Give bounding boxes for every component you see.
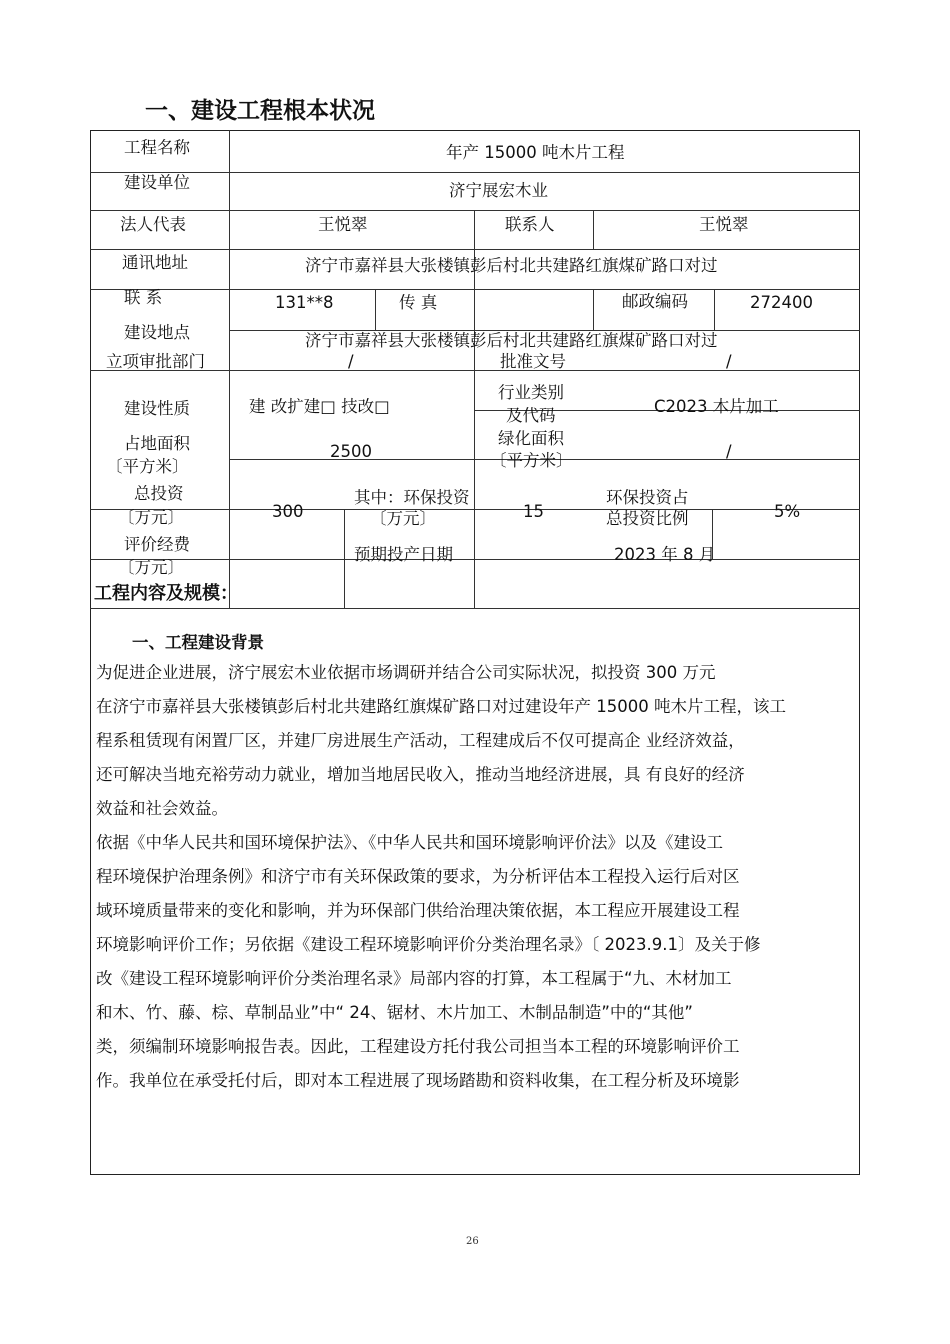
legal-rep-value: 王悦翠 xyxy=(318,215,368,234)
paragraph-line: 在济宁市嘉祥县大张楼镇彭后村北共建路红旗煤矿路口对过建设年产 15000 吨木片工程，该工 xyxy=(96,697,786,716)
area-label-2: 〔平方米〕 xyxy=(106,457,189,476)
green-label: 绿化面积 xyxy=(498,429,564,448)
env-invest-label: 其中：环保投资 xyxy=(354,488,470,507)
green-value: / xyxy=(726,442,732,461)
env-ratio-value: 5% xyxy=(774,502,801,521)
paragraph-line: 还可解决当地充裕劳动力就业，增加当地居民收入，推动当地经济进展，具 有良好的经济 xyxy=(96,765,745,784)
approval-no-value: / xyxy=(726,352,732,371)
page-number: 26 xyxy=(466,1236,479,1247)
paragraph-line: 为促进企业进展，济宁展宏木业依据市场调研并结合公司实际状况，拟投资 300 万元 xyxy=(96,663,716,682)
postcode-label: 邮政编码 xyxy=(622,292,688,311)
env-invest-label-2: 〔万元〕 xyxy=(370,509,436,528)
nature-value: 建 改扩建□ 技改□ xyxy=(249,397,390,416)
area-value: 2500 xyxy=(330,442,372,461)
postcode-value: 272400 xyxy=(750,293,813,312)
legal-rep-label: 法人代表 xyxy=(120,215,186,234)
sub-heading: 一、工程建设背景 xyxy=(132,633,264,652)
eval-fee-label: 评价经费 xyxy=(124,535,190,554)
section-title: 工程内容及规模： xyxy=(94,583,238,604)
site-label: 建设地点 xyxy=(124,323,190,342)
table-rule xyxy=(344,509,345,609)
industry-label: 行业类别 xyxy=(498,383,564,402)
approval-dept-value: / xyxy=(348,352,354,371)
green-label-2: 〔平方米〕 xyxy=(490,451,573,470)
page-title: 一、建设工程根本状况 xyxy=(145,98,375,124)
area-label: 占地面积 xyxy=(124,434,190,453)
address-value: 济宁市嘉祥县大张楼镇彭后村北共建路红旗煤矿路口对过 xyxy=(305,256,718,275)
builder-label: 建设单位 xyxy=(124,173,190,192)
paragraph-line: 类，须编制环境影响报告表。因此，工程建设方托付我公司担当本工程的环境影响评价工 xyxy=(96,1037,740,1056)
production-date-value: 2023 年 8 月 xyxy=(614,545,716,564)
table-rule xyxy=(593,210,594,250)
table-rule xyxy=(90,210,860,211)
table-rule xyxy=(90,559,860,560)
fax-label: 传 真 xyxy=(399,293,438,312)
paragraph-line: 改《建设工程环境影响评价分类治理名录》局部内容的打算，本工程属于“九、木材加工 xyxy=(96,969,732,988)
table-rule xyxy=(90,509,860,510)
paragraph-line: 和木、竹、藤、棕、草制品业”中“ 24、锯材、木片加工、木制品制造”中的“其他” xyxy=(96,1003,693,1022)
production-date-label: 预期投产日期 xyxy=(354,545,453,564)
contact-value: 王悦翠 xyxy=(699,215,749,234)
builder-value: 济宁展宏木业 xyxy=(449,181,548,200)
table-rule xyxy=(90,172,860,173)
table-rule xyxy=(593,289,594,330)
phone-value: 131**8 xyxy=(275,293,334,312)
table-rule xyxy=(90,249,860,250)
paragraph-line: 程系租赁现有闲置厂区，并建厂房进展生产活动，工程建成后不仅可提高企 业经济效益， xyxy=(96,731,745,750)
phone-label: 联 系 xyxy=(124,288,163,307)
env-ratio-label: 环保投资占 xyxy=(606,488,689,507)
invest-label-2: 〔万元〕 xyxy=(118,508,184,527)
env-ratio-label-2: 总投资比例 xyxy=(606,509,689,528)
project-name-label: 工程名称 xyxy=(124,138,190,157)
table-rule xyxy=(714,289,715,330)
approval-dept-label: 立项审批部门 xyxy=(106,352,205,371)
table-rule xyxy=(90,370,860,371)
invest-label: 总投资 xyxy=(134,484,184,503)
paragraph-line: 域环境质量带来的变化和影响，并为环保部门供给治理决策依据，本工程应开展建设工程 xyxy=(96,901,740,920)
address-label: 通讯地址 xyxy=(122,253,188,272)
industry-label-2: 及代码 xyxy=(506,406,556,425)
paragraph-line: 环境影响评价工作；另依据《建设工程环境影响评价分类治理名录》〔 2023.9.1〕及关于修 xyxy=(96,935,761,954)
paragraph-line: 程环境保护治理条例》和济宁市有关环保政策的要求，为分析评估本工程投入运行后对区 xyxy=(96,867,740,886)
table-rule xyxy=(90,608,860,609)
approval-no-label: 批准文号 xyxy=(500,352,566,371)
eval-fee-label-2: 〔万元〕 xyxy=(118,558,184,577)
table-rule xyxy=(375,289,376,330)
project-name-value: 年产 15000 吨木片工程 xyxy=(446,143,625,162)
paragraph-line: 依据《中华人民共和国环境保护法》、《中华人民共和国环境影响评价法》以及《建设工 xyxy=(96,833,723,852)
env-invest-value: 15 xyxy=(523,502,544,521)
invest-value: 300 xyxy=(272,502,304,521)
nature-label: 建设性质 xyxy=(124,399,190,418)
site-value: 济宁市嘉祥县大张楼镇彭后村北共建路红旗煤矿路口对过 xyxy=(305,331,718,350)
paragraph-line: 作。我单位在承受托付后，即对本工程进展了现场踏勘和资料收集，在工程分析及环境影 xyxy=(96,1071,740,1090)
table-rule xyxy=(90,289,860,290)
table-rule xyxy=(229,130,230,609)
industry-value: C2023 木片加工 xyxy=(654,397,779,416)
paragraph-line: 效益和社会效益。 xyxy=(96,799,228,818)
contact-label: 联系人 xyxy=(505,215,555,234)
